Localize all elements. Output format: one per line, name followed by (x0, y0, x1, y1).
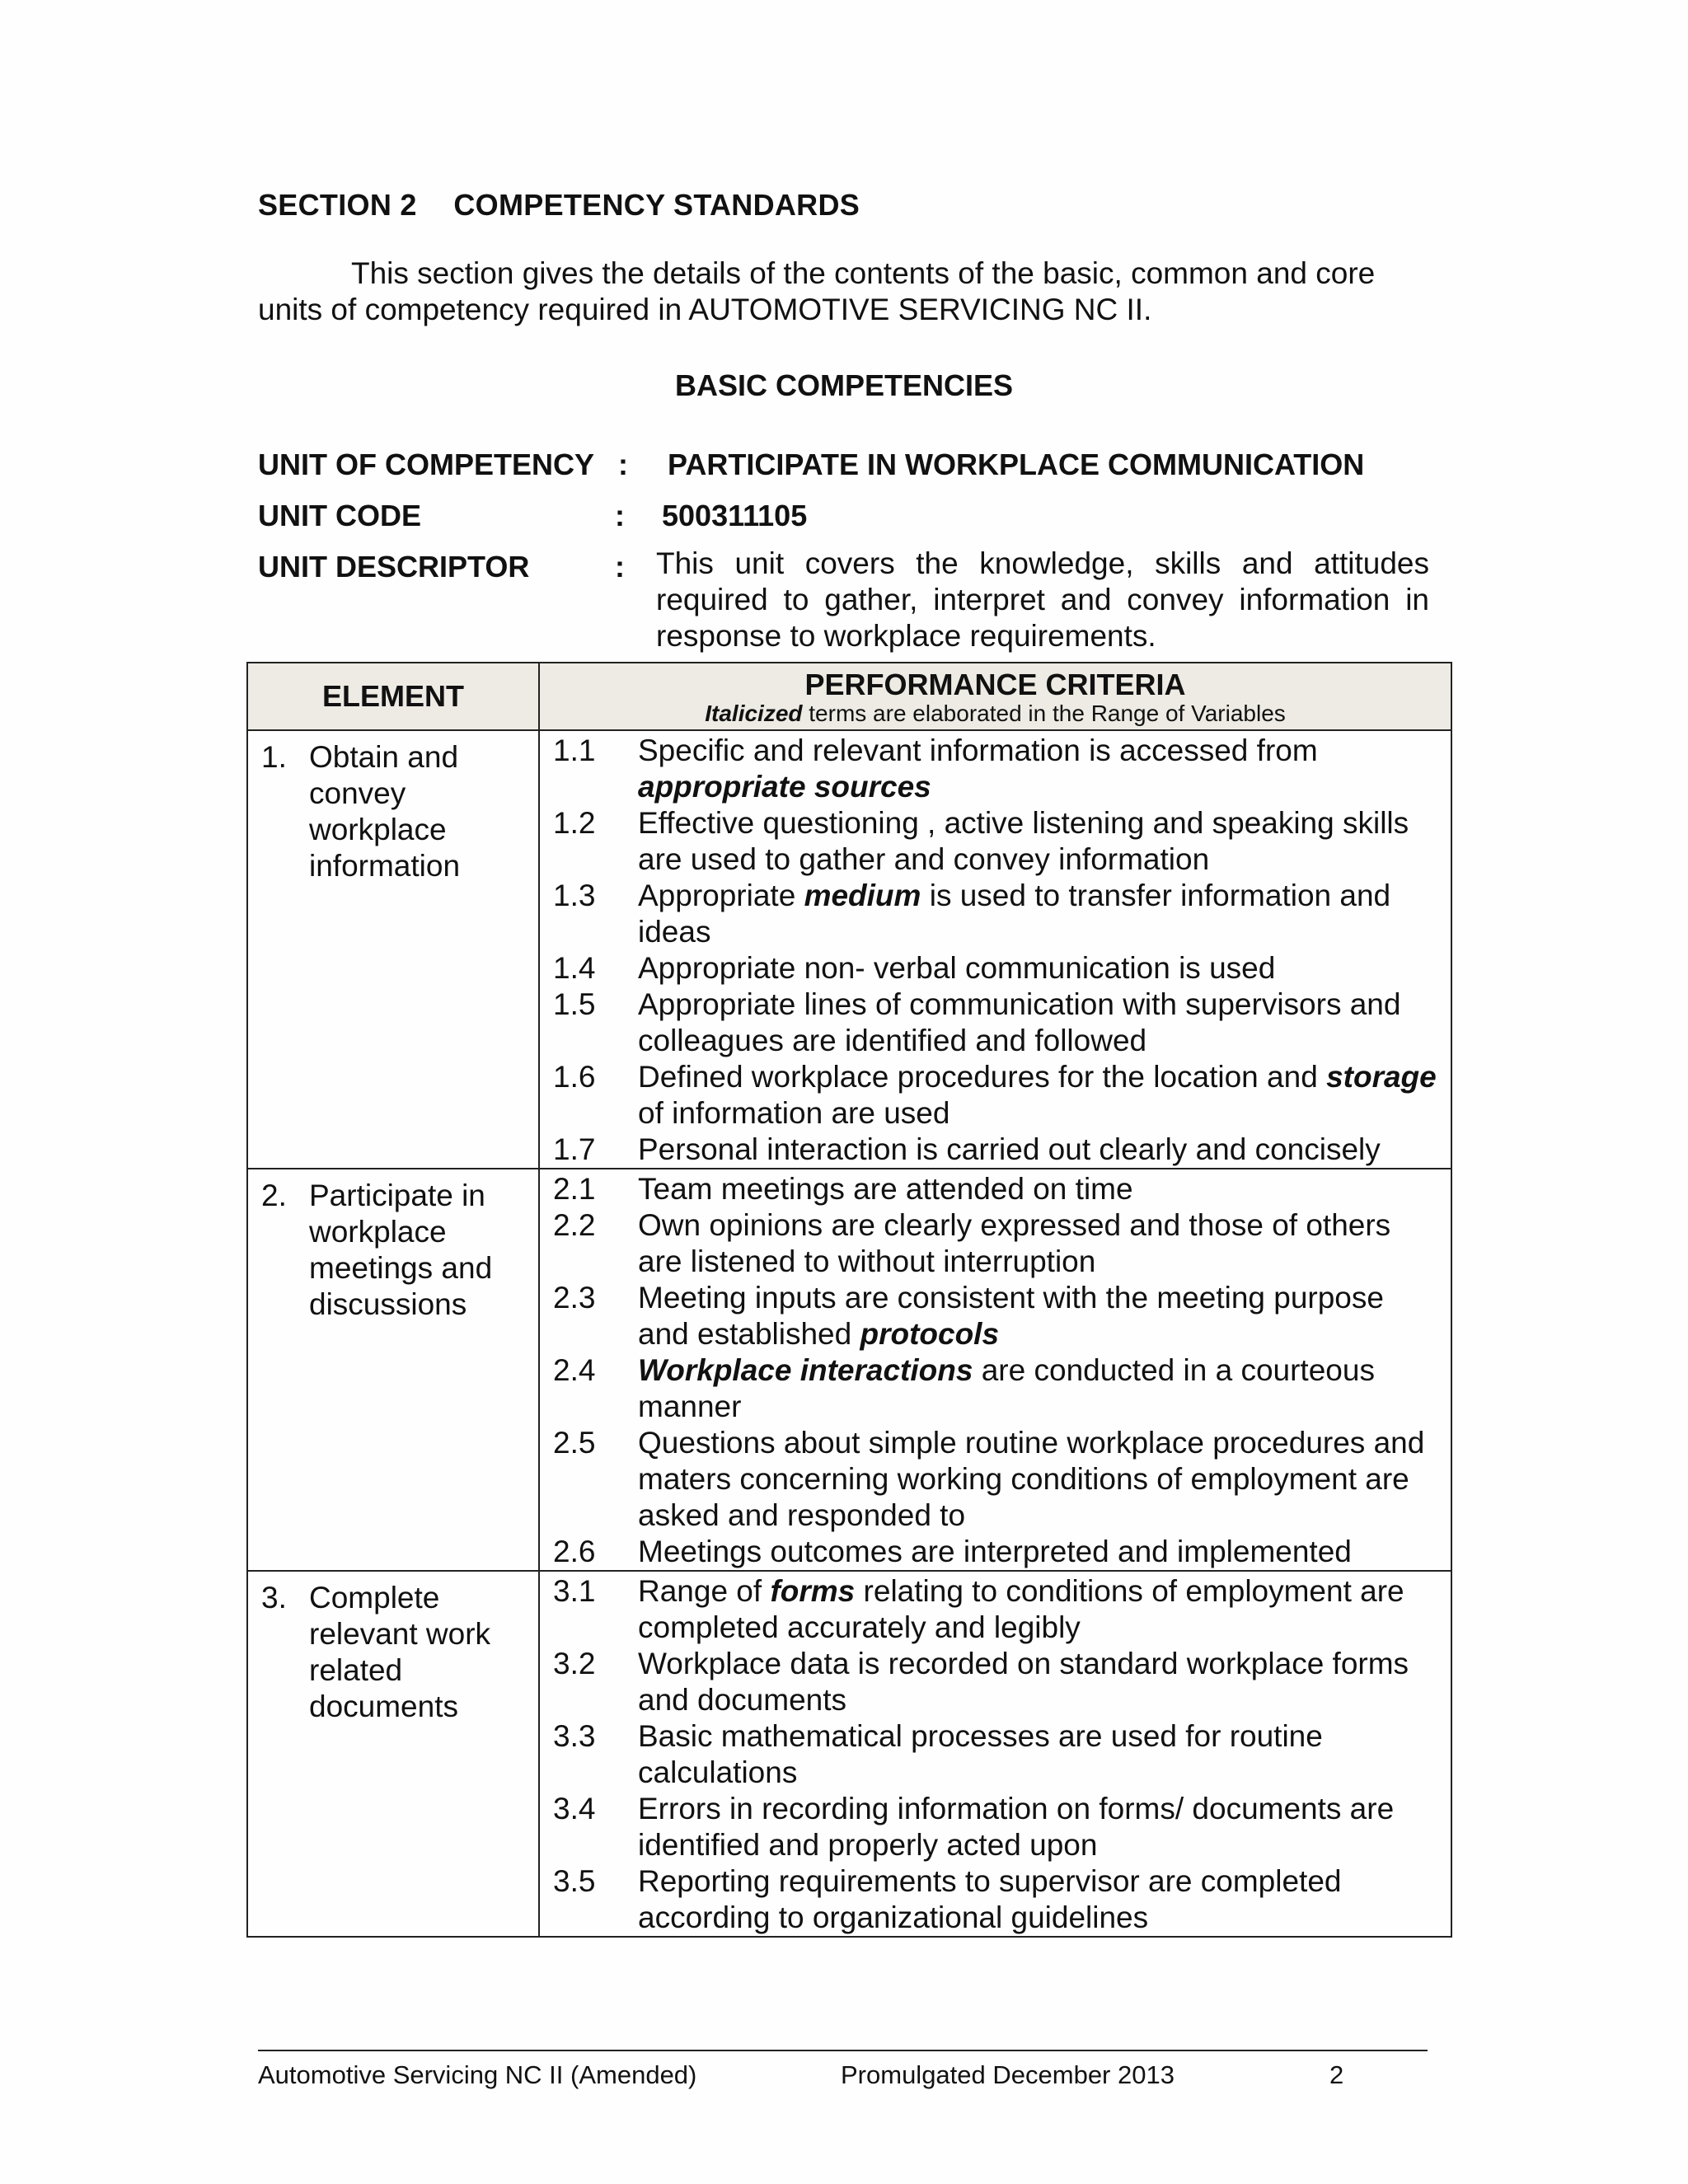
unit-descriptor-colon: : (615, 550, 625, 583)
criterion-item (553, 1171, 1442, 1207)
footer-left: Automotive Servicing NC II (Amended) (258, 2060, 697, 2089)
criteria-cell (539, 730, 1451, 1169)
criterion-item (553, 733, 1442, 805)
criterion-number: 1.5 (553, 987, 596, 1021)
criterion-text (638, 1573, 1442, 1646)
criterion-number: 1.6 (553, 1060, 596, 1094)
criterion-text-part: Meeting inputs are consistent with the meeting purpose and established (638, 1281, 1384, 1351)
element-text: Complete relevant work related documents (309, 1581, 491, 1723)
unit-code-label: UNIT CODE (258, 499, 421, 532)
element-number: 1. (261, 740, 287, 774)
element-cell (247, 1571, 539, 1937)
element-entry (248, 1169, 538, 1323)
criteria-list (540, 731, 1451, 1168)
unit-code-colon: : (615, 499, 625, 532)
criterion-text-part: relating to conditions of employment are completed accurately and legibly (638, 1574, 1404, 1644)
unit-descriptor-value: This unit covers the knowledge, skills and attitudes required to gather, interpret and convey information in response to workplace requirements. (656, 546, 1429, 653)
criterion-text (638, 1534, 1442, 1570)
criterion-text (638, 1280, 1442, 1352)
header-performance-criteria (539, 663, 1451, 730)
element-cell (247, 1169, 539, 1571)
footer-rule (258, 2050, 1428, 2051)
element-number: 3. (261, 1581, 287, 1615)
page-number: 2 (1329, 2060, 1344, 2089)
criterion-text-part: is used to transfer information and ideas (638, 879, 1391, 949)
criterion-number: 2.5 (553, 1426, 596, 1460)
intro-line-1: This section gives the details of the contents of the basic, common and core (351, 256, 1376, 290)
intro-line-2: units of competency required in AUTOMOTIVE SERVICING NC II. (258, 293, 1152, 326)
criterion-text (638, 1059, 1442, 1132)
element-text: Participate in workplace meetings and discussions (309, 1179, 493, 1321)
header-note-rest: terms are elaborated in the Range of Variables (802, 701, 1286, 726)
criterion-text-part: Questions about simple routine workplace procedures and maters concerning working conditions of employment are asked and responded to (638, 1426, 1425, 1532)
criterion-number: 2.6 (553, 1535, 596, 1568)
criteria-cell (539, 1571, 1451, 1937)
category-title: BASIC COMPETENCIES (674, 368, 1014, 402)
criterion-text (638, 878, 1442, 950)
unit-code-value: 500311105 (662, 499, 808, 532)
criterion-number: 1.1 (553, 733, 596, 767)
section-title: COMPETENCY STANDARDS (453, 188, 860, 222)
criterion-text-part: are conducted in a courteous manner (638, 1353, 1375, 1423)
criterion-text (638, 1352, 1442, 1425)
criterion-number: 1.4 (553, 951, 596, 985)
criterion-item (553, 1059, 1442, 1132)
table-row (247, 1169, 1451, 1571)
criterion-text-part: Errors in recording information on forms/ documents are identified and properly acted upon (638, 1792, 1395, 1862)
footer-center: Promulgated December 2013 (841, 2060, 1175, 2089)
criterion-text-part: Effective questioning , active listening and speaking skills are used to gather and convey information (638, 806, 1409, 876)
unit-of-competency-label: UNIT OF COMPETENCY (258, 448, 595, 481)
criterion-item (553, 1534, 1442, 1570)
criterion-text (638, 987, 1442, 1059)
criterion-emphasis: protocols (860, 1317, 1000, 1351)
criterion-text (638, 1207, 1442, 1280)
criterion-number: 2.4 (553, 1353, 596, 1387)
criterion-number: 2.3 (553, 1281, 596, 1315)
criteria-list (540, 1169, 1451, 1570)
criterion-number: 2.1 (553, 1172, 596, 1206)
header-criteria-note (540, 701, 1451, 728)
element-entry (248, 731, 538, 884)
criterion-text-part: Own opinions are clearly expressed and those of others are listened to without interruption (638, 1208, 1391, 1278)
criterion-item (553, 1573, 1442, 1646)
criterion-text-part: Personal interaction is carried out clearly and concisely (638, 1132, 1381, 1166)
criterion-emphasis: medium (804, 879, 921, 912)
criterion-text-part: of information are used (638, 1096, 950, 1130)
criterion-text (638, 1646, 1442, 1718)
criterion-text (638, 1718, 1442, 1791)
criterion-text (638, 1425, 1442, 1534)
criterion-item (553, 950, 1442, 987)
criterion-item (553, 1791, 1442, 1863)
criterion-item (553, 1132, 1442, 1168)
header-criteria-title: PERFORMANCE CRITERIA (804, 668, 1186, 701)
criterion-item (553, 1352, 1442, 1425)
criterion-text-part: Defined workplace procedures for the location and (638, 1060, 1327, 1094)
criterion-item (553, 1646, 1442, 1718)
criterion-text (638, 733, 1442, 805)
criterion-text (638, 805, 1442, 878)
unit-of-competency-value: PARTICIPATE IN WORKPLACE COMMUNICATION (668, 448, 1365, 481)
criterion-item (553, 1863, 1442, 1936)
criterion-text (638, 1132, 1442, 1168)
criterion-number: 3.2 (553, 1647, 596, 1680)
element-number: 2. (261, 1179, 287, 1212)
criterion-text-part: Appropriate non- verbal communication is used (638, 951, 1276, 985)
criterion-number: 3.3 (553, 1719, 596, 1753)
intro-paragraph (258, 255, 1428, 328)
criterion-text-part: Appropriate (638, 879, 804, 912)
criterion-number: 2.2 (553, 1208, 596, 1242)
element-entry (248, 1572, 538, 1725)
table-header-row (247, 663, 1451, 730)
element-text: Obtain and convey workplace information (309, 740, 461, 883)
criterion-number: 3.4 (553, 1792, 596, 1825)
criterion-emphasis: appropriate sources (638, 770, 931, 804)
criterion-item (553, 878, 1442, 950)
criterion-item (553, 1207, 1442, 1280)
criterion-text-part: Specific and relevant information is accessed from (638, 733, 1318, 767)
performance-criteria-table (246, 662, 1452, 1938)
criterion-item (553, 1718, 1442, 1791)
table-row (247, 730, 1451, 1169)
unit-of-competency-colon: : (618, 448, 628, 481)
criterion-text-part: Appropriate lines of communication with supervisors and colleagues are identified and followed (638, 987, 1401, 1057)
criteria-cell (539, 1169, 1451, 1571)
criteria-list (540, 1572, 1451, 1936)
criterion-number: 3.1 (553, 1574, 596, 1608)
element-cell (247, 730, 539, 1169)
section-number: SECTION 2 (258, 188, 417, 222)
criterion-item (553, 1425, 1442, 1534)
header-note-italic: Italicized (705, 701, 803, 726)
criterion-text-part: Workplace data is recorded on standard workplace forms and documents (638, 1647, 1409, 1717)
criterion-text-part: Range of (638, 1574, 771, 1608)
criterion-text (638, 1171, 1442, 1207)
criterion-text-part: Team meetings are attended on time (638, 1172, 1133, 1206)
criterion-number: 3.5 (553, 1864, 596, 1898)
table-row (247, 1571, 1451, 1937)
header-element: ELEMENT (247, 663, 539, 730)
section-heading (258, 188, 860, 223)
criterion-emphasis: storage (1326, 1060, 1437, 1094)
criterion-emphasis: Workplace interactions (638, 1353, 973, 1387)
criterion-text (638, 1863, 1442, 1936)
criterion-text-part: Meetings outcomes are interpreted and implemented (638, 1535, 1352, 1568)
criterion-number: 1.7 (553, 1132, 596, 1166)
criterion-text-part: Basic mathematical processes are used for routine calculations (638, 1719, 1323, 1789)
criterion-item (553, 987, 1442, 1059)
criterion-text (638, 950, 1442, 987)
unit-descriptor-label: UNIT DESCRIPTOR (258, 550, 530, 583)
criterion-text (638, 1791, 1442, 1863)
criterion-item (553, 805, 1442, 878)
criterion-number: 1.3 (553, 879, 596, 912)
criterion-emphasis: forms (770, 1574, 856, 1608)
criterion-number: 1.2 (553, 806, 596, 840)
criterion-item (553, 1280, 1442, 1352)
criterion-text-part: Reporting requirements to supervisor are completed according to organizational guidelines (638, 1864, 1342, 1934)
